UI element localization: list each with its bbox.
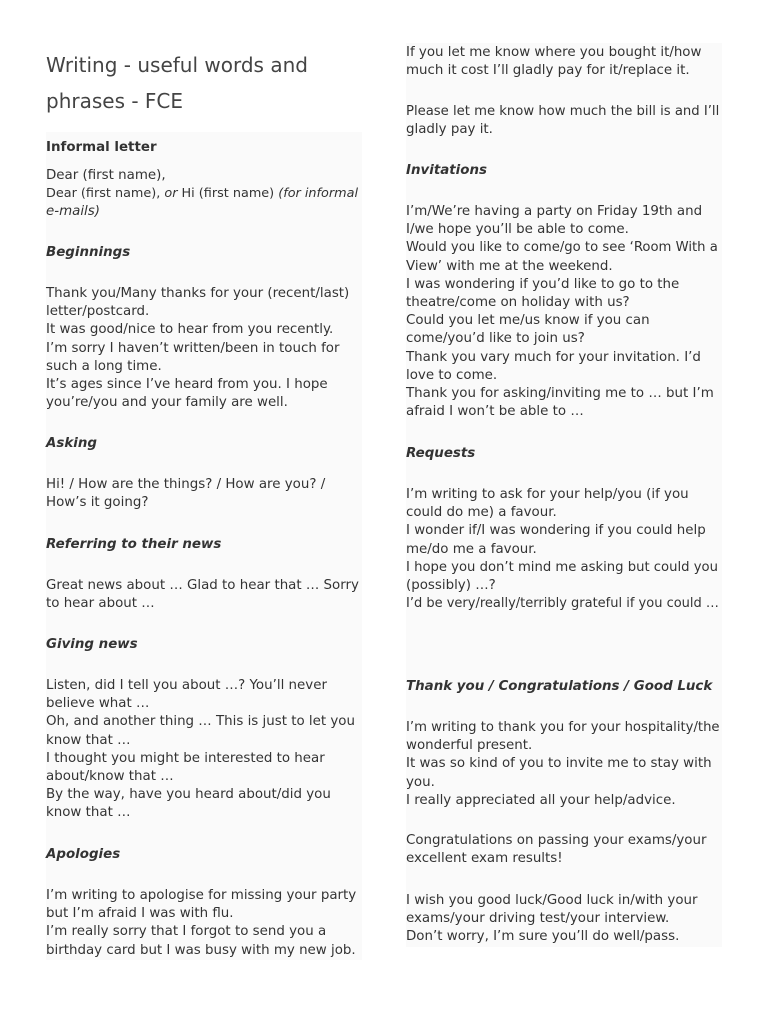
phrase-line: could do me) a favour. (406, 505, 557, 521)
phrase-line: I was wondering if you’d like to go to the (406, 276, 680, 292)
phrase-line: I really appreciated all your help/advice. (406, 792, 676, 808)
phrase-line: Don’t worry, I’m sure you’ll do well/pass. (406, 929, 680, 945)
section-heading-thanks: Thank you / Congratulations / Good Luck (406, 679, 713, 694)
salutation-or: or (164, 186, 178, 202)
apologies-phrases (46, 887, 362, 960)
phrase-line: come/you’d like to join us? (406, 331, 585, 347)
salutation-note: e-mails) (46, 204, 100, 220)
phrase-line: know that … (46, 732, 131, 748)
phrase-line: How’s it going? (46, 495, 149, 511)
salutation-block (46, 167, 362, 222)
phrase-line: By the way, have you heard about/did you (46, 787, 331, 803)
salutation-text: Hi (first name) (177, 186, 279, 202)
phrase-line: gladly pay it. (406, 122, 493, 138)
phrase-line: It’s ages since I’ve heard from you. I hope (46, 377, 328, 393)
beginnings-phrases (46, 285, 362, 412)
good-luck-phrases (406, 892, 722, 947)
phrase-line: to hear about … (46, 596, 155, 612)
phrase-line: Thank you/Many thanks for your (recent/last) (46, 286, 350, 301)
phrase-line: I thought you might be interested to hear (46, 750, 325, 766)
phrase-line: about/know that … (46, 769, 174, 785)
phrase-line: Would you like to come/go to see ‘Room With a (406, 240, 718, 256)
phrase-line: such a long time. (46, 358, 162, 374)
phrase-line: I’m sorry I haven’t written/been in touch for (46, 340, 340, 356)
section-heading-apologies: Apologies (46, 847, 121, 862)
asking-phrases (46, 476, 362, 512)
referring-phrases (46, 577, 362, 613)
phrase-line: letter/postcard. (46, 304, 150, 320)
phrase-line: I/we hope you’ll be able to come. (406, 222, 629, 238)
right-column (406, 43, 722, 947)
phrase-line: afraid I won’t be able to … (406, 404, 584, 420)
phrase-line: I’m really sorry that I forgot to send you a (46, 924, 327, 940)
salutation-text: Dear (first name), (46, 186, 165, 202)
section-heading-asking: Asking (46, 436, 97, 451)
phrase-line: I hope you don’t mind me asking but could you (406, 559, 718, 575)
phrase-line: I wonder if/I was wondering if you could help (406, 523, 706, 539)
phrase-line: Congratulations on passing your exams/your (406, 833, 707, 848)
salutation-line (46, 185, 362, 203)
phrase-line: exams/your driving test/your interview. (406, 911, 670, 927)
phrase-line: I’m writing to ask for your help/you (if you (406, 487, 689, 502)
phrase-line: I’d be very/really/terribly grateful if you could … (406, 596, 719, 612)
phrase-line: I’m/We’re having a party on Friday 19th and (406, 204, 703, 219)
phrase-line: wonderful present. (406, 738, 533, 754)
phrase-line: you. (406, 774, 435, 790)
phrase-line: birthday card but I was busy with my new job. (46, 942, 356, 958)
phrase-line: Oh, and another thing … This is just to let you (46, 714, 355, 730)
phrase-line: me/do me a favour. (406, 541, 537, 557)
phrase-line: I wish you good luck/Good luck in/with your (406, 893, 698, 908)
phrase-line: much it cost I’ll gladly pay for it/replace it. (406, 63, 690, 79)
phrase-line: Listen, did I tell you about …? You’ll never (46, 678, 327, 693)
pay-phrases (406, 44, 722, 80)
invitations-phrases (406, 203, 722, 421)
phrase-line: View’ with me at the weekend. (406, 258, 613, 274)
salutation-note: (for informal (278, 186, 358, 202)
congratulations-phrases (406, 832, 722, 868)
phrase-line: (possibly) …? (406, 578, 496, 594)
giving-news-phrases (46, 677, 362, 823)
phrase-line: If you let me know where you bought it/how (406, 45, 702, 60)
phrase-line: theatre/come on holiday with us? (406, 295, 630, 311)
phrase-line: It was good/nice to hear from you recently. (46, 322, 334, 338)
phrase-line: you’re/you and your family are well. (46, 395, 288, 411)
phrase-line: I’m writing to apologise for missing your party (46, 888, 357, 903)
phrase-line: love to come. (406, 367, 498, 383)
phrase-line: It was so kind of you to invite me to stay with (406, 756, 712, 772)
phrase-line: Thank you vary much for your invitation. I’d (406, 349, 701, 365)
title-line: Writing - useful words and (46, 53, 308, 77)
section-heading-invitations: Invitations (406, 163, 487, 178)
section-heading-beginnings: Beginnings (46, 245, 131, 260)
phrase-line: know that … (46, 805, 131, 821)
phrase-line: Thank you for asking/inviting me to … but I’m (406, 386, 714, 402)
phrase-line: excellent exam results! (406, 851, 563, 867)
left-column (46, 132, 362, 960)
page-title (46, 47, 346, 119)
phrase-line: Could you let me/us know if you can (406, 313, 650, 329)
phrase-line: I’m writing to thank you for your hospitality/the (406, 720, 720, 735)
phrase-line: believe what … (46, 696, 150, 712)
pay-bill-phrases (406, 103, 722, 139)
thanks-phrases (406, 719, 722, 810)
phrase-line: Please let me know how much the bill is and I’ll (406, 104, 720, 119)
salutation-line: Dear (first name), (46, 168, 166, 183)
section-heading-referring: Referring to their news (46, 537, 222, 552)
phrase-line: Hi! / How are the things? / How are you? / (46, 477, 326, 492)
section-heading-requests: Requests (406, 446, 476, 461)
section-heading-giving-news: Giving news (46, 637, 138, 652)
title-line: phrases - FCE (46, 89, 184, 113)
phrase-line: but I’m afraid I was with flu. (46, 906, 234, 922)
section-heading-informal-letter: Informal letter (46, 140, 157, 155)
requests-phrases (406, 486, 722, 613)
phrase-line: Great news about … Glad to hear that … Sorry (46, 578, 359, 593)
